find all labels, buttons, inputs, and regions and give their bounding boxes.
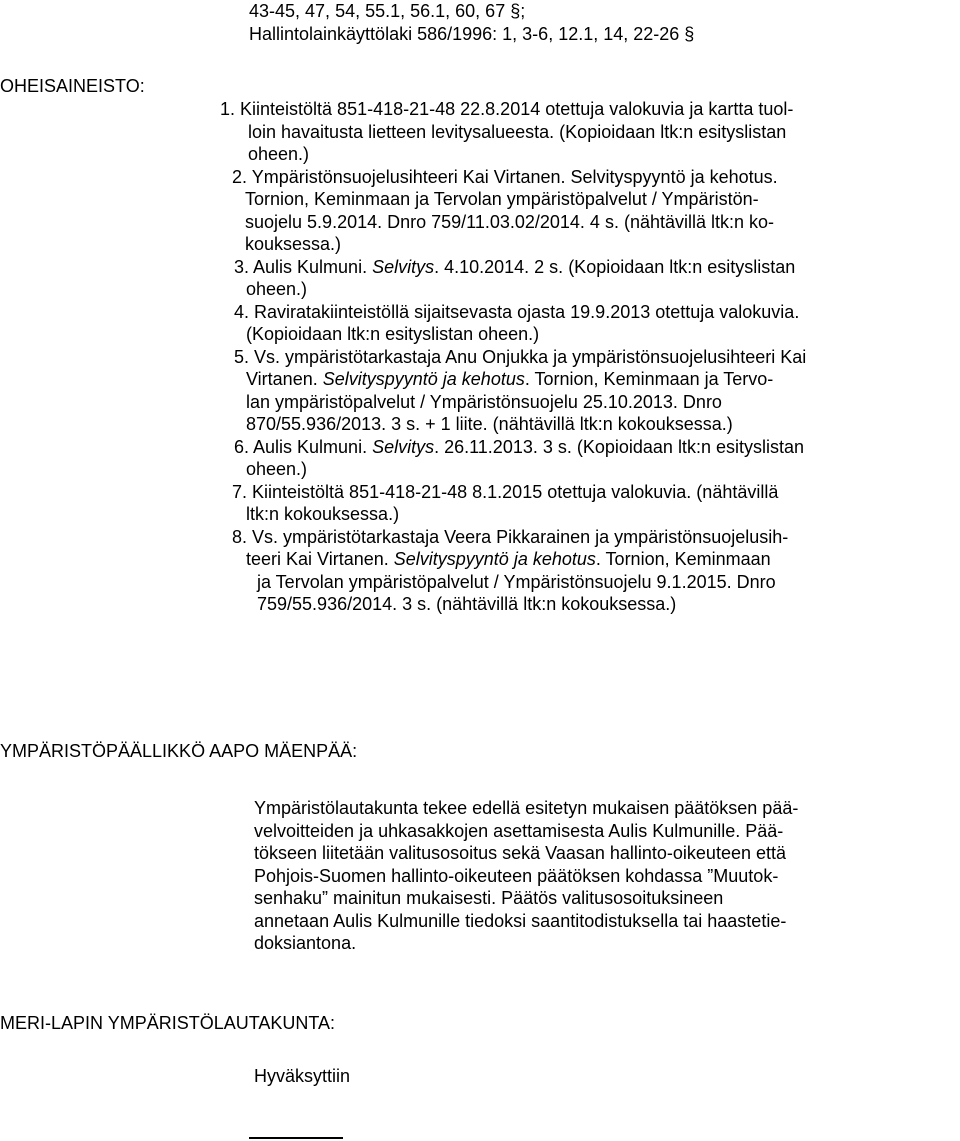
attachment-italic-title: Selvitys	[372, 256, 435, 277]
signature-line	[249, 1137, 343, 1139]
attachment-line: 5. Vs. ympäristötarkastaja Anu Onjukka ja ympäristönsuojelusihteeri Kai	[234, 346, 807, 367]
attachment-line	[0, 256, 806, 279]
attachment-line: Tornion, Keminmaan ja Tervolan ympäristöpalvelut / Ympäristön-	[245, 189, 759, 209]
attachment-text: . 4.10.2014. 2 s. (Kopioidaan ltk:n esityslistan	[434, 256, 796, 277]
legal-basis	[249, 0, 694, 45]
attachment-line: kouksessa.)	[245, 234, 342, 254]
attachment-line: oheen.)	[246, 279, 308, 299]
attachment-italic-title: Selvitys	[372, 436, 435, 457]
proposal-heading: YMPÄRISTÖPÄÄLLIKKÖ AAPO MÄENPÄÄ:	[0, 741, 358, 761]
decision-text: Hyväksyttiin	[254, 1066, 351, 1086]
proposal-text	[254, 797, 798, 955]
attachment-line: oheen.)	[246, 459, 308, 479]
attachment-line: 4. Raviratakiinteistöllä sijaitsevasta ojasta 19.9.2013 otettuja valokuvia.	[234, 301, 800, 322]
attachment-line: (Kopioidaan ltk:n esityslistan oheen.)	[246, 324, 540, 344]
attachment-line: 759/55.936/2014. 3 s. (nähtävillä ltk:n kokouksessa.)	[257, 594, 677, 614]
attachment-line	[0, 368, 806, 391]
proposal-line: Ympäristölautakunta tekee edellä esitetyn mukaisen päätöksen pää-	[254, 798, 799, 818]
proposal-line: senhaku” mainitun mukaisesti. Päätös valitusosoituksineen	[254, 888, 724, 908]
attachment-line	[0, 436, 806, 459]
attachment-text: 3. Aulis Kulmuni.	[234, 256, 373, 277]
attachment-line: ltk:n kokouksessa.)	[246, 504, 400, 524]
proposal-line: velvoitteiden ja uhkasakkojen asettamisesta Aulis Kulmunille. Pää-	[254, 820, 784, 841]
attachment-text: . 26.11.2013. 3 s. (Kopioidaan ltk:n esityslistan	[434, 436, 804, 457]
attachment-text: 6. Aulis Kulmuni.	[234, 436, 373, 457]
attachment-italic-title: Selvityspyyntö ja kehotus	[393, 549, 596, 569]
attachment-line: 870/55.936/2013. 3 s. + 1 liite. (nähtävillä ltk:n kokouksessa.)	[246, 414, 733, 434]
attachment-text: . Tornion, Keminmaan	[595, 549, 771, 569]
attachment-line: 8. Vs. ympäristötarkastaja Veera Pikkarainen ja ympäristönsuojelusih-	[232, 526, 789, 547]
legal-basis-line: 43-45, 47, 54, 55.1, 56.1, 60, 67 §;	[249, 1, 526, 21]
proposal-line: annetaan Aulis Kulmunille tiedoksi saantitodistuksella tai haastetie-	[254, 910, 787, 931]
attachment-line: ja Tervolan ympäristöpalvelut / Ympäristönsuojelu 9.1.2015. Dnro	[257, 571, 776, 592]
attachment-text: . Tornion, Keminmaan ja Tervo-	[524, 369, 774, 389]
legal-basis-line: Hallintolainkäyttölaki 586/1996: 1, 3-6, 12.1, 14, 22-26 §	[249, 23, 695, 44]
decision-heading: MERI-LAPIN YMPÄRISTÖLAUTAKUNTA:	[0, 1013, 336, 1033]
attachment-line: 1. Kiinteistöltä 851-418-21-48 22.8.2014 otettuja valokuvia ja kartta tuol-	[220, 99, 794, 119]
attachment-line: oheen.)	[248, 144, 310, 164]
attachment-line: 7. Kiinteistöltä 851-418-21-48 8.1.2015 otettuja valokuvia. (nähtävillä	[232, 481, 779, 502]
attachment-line: lan ympäristöpalvelut / Ympäristönsuojelu 25.10.2013. Dnro	[246, 391, 722, 412]
proposal-line: doksiantona.	[254, 933, 357, 953]
attachment-line	[0, 548, 806, 571]
attachment-line: loin havaitusta liette‌en levitysalueesta. (Kopioidaan ltk:n esityslistan	[248, 121, 787, 142]
proposal-line: Pohjois-Suomen hallinto-oikeuteen päätöksen kohdassa ”Muutok-	[254, 865, 779, 886]
proposal-line: tökseen liitetään valitusosoitus sekä Vaasan hallinto-oikeuteen että	[254, 843, 787, 863]
attachment-line: 2. Ympäristönsuojelusihteeri Kai Virtanen. Selvityspyyntö ja kehotus.	[232, 166, 778, 187]
attachment-text: teeri Kai Virtanen.	[246, 549, 394, 569]
attachments-heading: OHEISAINEISTO:	[0, 76, 145, 96]
attachment-italic-title: Selvityspyyntö ja kehotus	[322, 369, 525, 389]
attachments-list	[0, 98, 806, 616]
attachment-line: suojelu 5.9.2014. Dnro 759/11.03.02/2014. 4 s. (nähtävillä ltk:n ko-	[245, 211, 775, 232]
attachment-text: Virtanen.	[246, 369, 323, 389]
